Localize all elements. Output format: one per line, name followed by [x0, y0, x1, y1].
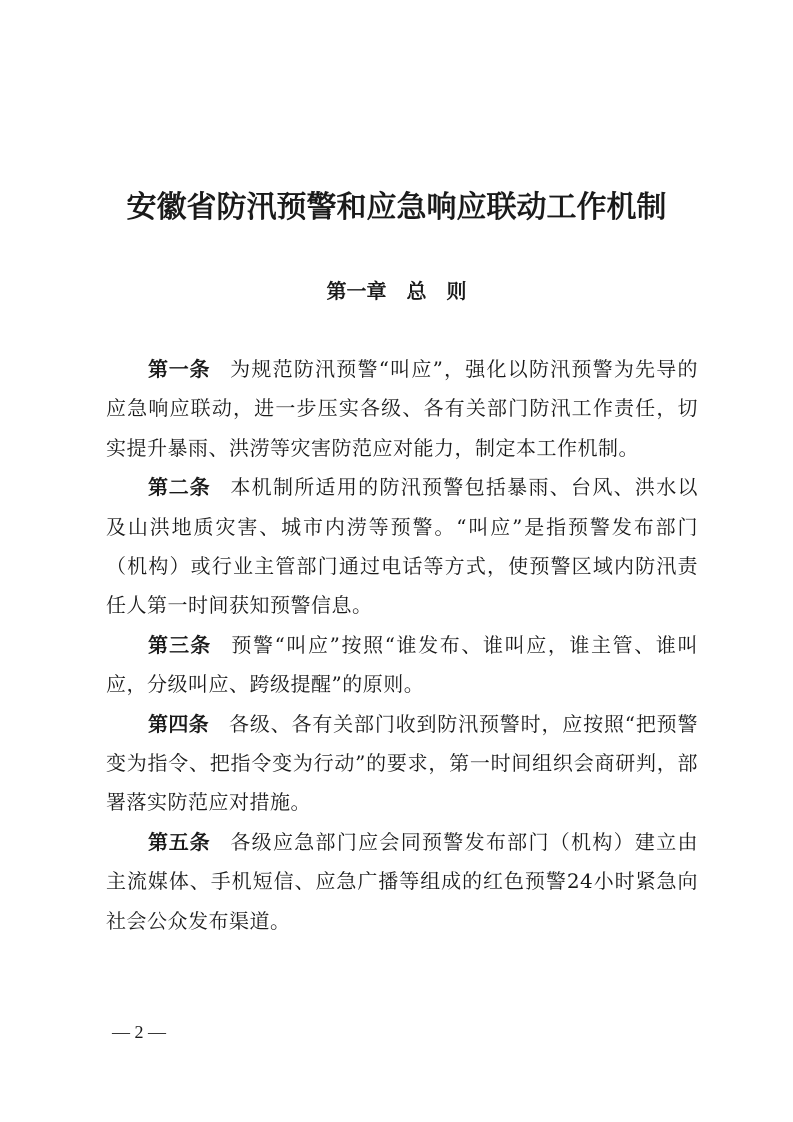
article-text: 为规范防汛预警“叫应”，强化以防汛预警为先导的应急响应联动，进一步压实各级、各有关部门防汛工作责任，切实提升暴雨、洪涝等灾害防范应对能力，制定本工作机制。: [106, 357, 699, 460]
article-text: 各级、各有关部门收到防汛预警时，应按照“把预警变为指令、把指令变为行动”的要求，第一时间组织会商研判，部署落实防范应对措施。: [106, 711, 698, 815]
article-5: [106, 823, 698, 941]
article-2: [106, 468, 698, 626]
chapter-heading: 第一章 总 则: [326, 279, 467, 303]
article-text: 预警“叫应”按照“谁发布、谁叫应，谁主管、谁叫应，分级叫应、跨级提醒”的原则。: [106, 632, 698, 697]
article-number: 第五条: [148, 829, 211, 854]
article-number: 第一条: [148, 357, 211, 381]
document-title: 安徽省防汛预警和应急响应联动工作机制: [126, 190, 667, 225]
article-1: [106, 350, 698, 468]
article-3: [106, 626, 698, 705]
document-body: [106, 350, 698, 941]
page-number: — 2 —: [112, 1022, 166, 1042]
article-number: 第四条: [148, 711, 209, 736]
article-number: 第二条: [148, 475, 211, 500]
article-text: 本机制所适用的防汛预警包括暴雨、台风、洪水以及山洪地质灾害、城市内涝等预警。“叫应”是指预警发布部门（机构）或行业主管部门通过电话等方式，使预警区域内防汛责任人第一时间获知预警信息。: [106, 475, 698, 618]
article-4: [106, 705, 698, 823]
article-number: 第三条: [148, 632, 212, 657]
article-text: 各级应急部门应会同预警发布部门（机构）建立由主流媒体、手机短信、应急广播等组成的红色预警24小时紧急向社会公众发布渠道。: [106, 829, 698, 933]
